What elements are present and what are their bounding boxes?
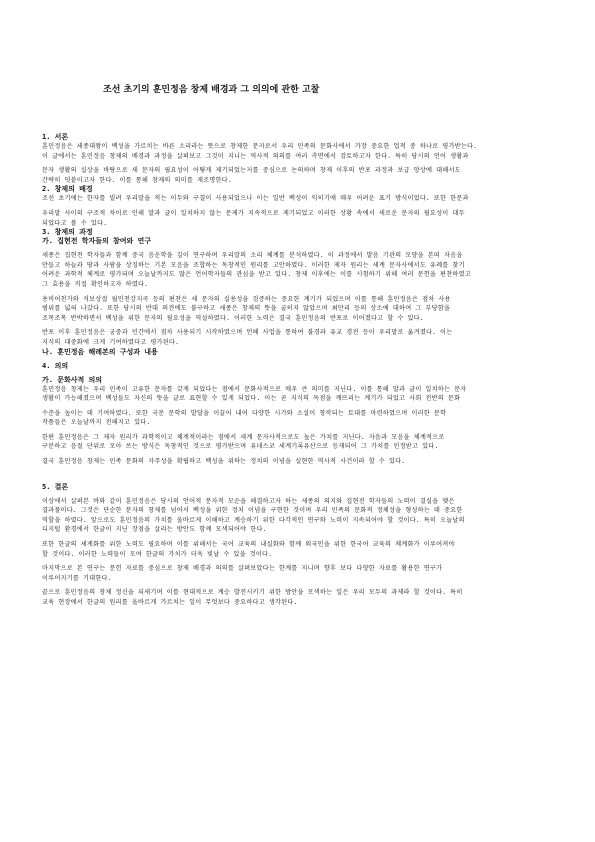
paragraph-line: 역할을 하였다. 앞으로도 훈민정음의 가치를 올바르게 이해하고 계승하기 위한 다각적인 연구와 노력이 지속되어야 할 것이다. 특히 오늘날의 — [42, 516, 465, 524]
paragraph-line: 구분하고 음절 단위로 모아 쓰는 방식은 독창적인 것으로 평가받으며 유네스코 세계기록유산으로 등재되어 그 가치를 인정받고 있다. — [42, 443, 439, 451]
paragraph-line: 우리말 사이의 구조적 차이로 인해 말과 글이 일치하지 않는 문제가 지속적으로 제기되었고 이러한 상황 속에서 새로운 문자의 필요성이 대두 — [42, 209, 465, 217]
paragraph-line: 조목조목 반박하면서 백성을 위한 문자의 필요성을 역설하였다. 이러한 노력은 결국 훈민정음의 반포로 이어졌다고 할 수 있다. — [42, 314, 424, 322]
section-heading: 4. 의의 — [42, 361, 69, 370]
paragraph-line: 결국 훈민정음 창제는 민족 문화의 자주성을 확립하고 백성을 위하는 정치의 이념을 실현한 역사적 사건이라 할 수 있다. — [42, 458, 406, 466]
paragraph-line: 되었다고 볼 수 있다. — [42, 219, 108, 227]
section-significance — [42, 362, 554, 467]
paragraph-line: 마지막으로 본 연구는 문헌 자료를 중심으로 창제 배경과 의의를 살펴보았다는 한계를 지니며 향후 보다 다양한 자료를 활용한 연구가 — [42, 565, 443, 573]
section-heading: 2. 창제의 배경 — [42, 185, 93, 194]
section-background — [42, 185, 554, 228]
paragraph-line: 끝으로 훈민정음의 창제 정신을 되새기며 이를 현대적으로 계승 발전시키기 위한 방안을 모색하는 일은 우리 모두의 과제라 할 것이다. 특히 — [42, 589, 463, 597]
paragraph-line: 또한 한글의 세계화를 위한 노력도 필요하며 이를 위해서는 국어 교육의 내실화와 함께 외국인을 위한 한국어 교육의 체계화가 이루어져야 — [42, 541, 455, 549]
paragraph-line: 조선 초기에는 한자를 빌려 우리말을 적는 이두와 구결이 사용되었으나 이는 일반 백성이 익히기에 매우 어려운 표기 방식이었다. 또한 한문과 — [42, 195, 469, 203]
paragraph-line: 한편 훈민정음은 그 제자 원리가 과학적이고 체계적이라는 점에서 세계 문자사적으로도 높은 가치를 지닌다. 자음과 모음을 체계적으로 — [42, 433, 445, 441]
paragraph-line: 이상에서 살펴본 바와 같이 훈민정음은 당시의 언어적 문자적 모순을 해결하고자 하는 세종의 의지와 집현전 학자들의 노력이 결실을 맺은 — [42, 497, 455, 505]
subsection-heading: 나. 훈민정음 해례본의 구성과 내용 — [42, 347, 158, 356]
paragraph-line: 이 글에서는 훈민정음 창제의 배경과 과정을 살펴보고 그것이 지니는 역사적 의의를 여러 측면에서 검토하고자 한다. 특히 당시의 언어 생활과 — [42, 152, 469, 160]
paragraph-line: 그 효용을 직접 확인하고자 하였다. — [42, 280, 149, 288]
paragraph-line: 수준을 높이는 데 기여하였다. 또한 국문 문학의 발달을 이끌어 내어 다양한 시가와 소설이 창작되는 토대를 마련하였으며 이러한 문학 — [42, 409, 447, 417]
paragraph-line: 반포 이후 훈민정음은 궁중과 민간에서 점차 사용되기 시작하였으며 언해 사업을 통하여 불경과 유교 경전 등이 우리말로 옮겨졌다. 이는 — [42, 329, 453, 337]
subsection-heading: 가. 집현전 학자들의 참여와 연구 — [42, 237, 151, 246]
paragraph-line: 어려운 과학적 체계로 평가되며 오늘날까지도 많은 언어학자들의 관심을 받고 있다. 창제 이후에는 이를 시험하기 위해 여러 문헌을 편찬하였고 — [42, 271, 471, 279]
paragraph-line: 교육 현장에서 한글의 원리를 올바르게 가르치는 일이 무엇보다 중요하다고 생각된다. — [42, 599, 298, 606]
section-introduction — [42, 133, 554, 185]
subsection-heading: 가. 문화사적 의의 — [42, 375, 102, 384]
paragraph-line: 간략히 덧붙이고자 한다. 이를 통해 창제의 의미를 재조명한다. — [42, 176, 232, 184]
paragraph-line: 작품들은 오늘날까지 전해지고 있다. — [42, 419, 151, 427]
paragraph-line: 범위를 넓혀 나갔다. 또한 당시의 반대 의견에도 불구하고 세종은 창제의 뜻을 굽히지 않았으며 최만리 등의 상소에 대하여 그 부당함을 — [42, 305, 451, 313]
page-title: 조선 초기의 훈민정음 창제 배경과 그 의의에 관한 고찰 — [103, 85, 320, 95]
section-process — [42, 228, 554, 356]
section-heading: 1. 서론 — [42, 133, 69, 141]
paragraph-line: 문자 생활의 실상을 바탕으로 새 문자의 필요성이 어떻게 제기되었는지를 중심으로 논의하며 창제 이후의 반포 과정과 보급 양상에 대해서도 — [42, 167, 461, 175]
paragraph-line: 결과물이다. 그것은 단순한 문자의 창제를 넘어서 백성을 위한 정치 이념을 구현한 것이며 우리 민족의 문화적 정체성을 형성하는 데 중요한 — [42, 507, 463, 515]
document-body — [42, 133, 554, 608]
section-heading: 3. 창제의 과정 — [42, 228, 93, 237]
paragraph-line: 지식의 대중화에 크게 기여하였다고 평가된다. — [42, 338, 179, 346]
paragraph-line: 훈민정음은 세종대왕이 백성을 가르치는 바른 소리라는 뜻으로 창제한 문자로서 우리 민족의 문화사에서 가장 중요한 업적 중 하나로 평가받는다. — [42, 143, 478, 150]
paragraph-line: 디지털 환경에서 한글이 지닌 장점을 살리는 방안도 함께 모색되어야 한다. — [42, 526, 267, 534]
paragraph-line: 이루어지기를 기대한다. — [42, 574, 112, 582]
section-heading: 5. 결론 — [42, 482, 69, 491]
paragraph-line: 만들고 하늘과 땅과 사람을 상징하는 기본 모음을 조합하는 독창적인 원리를 고안하였다. 이러한 제자 원리는 세계 문자사에서도 유례를 찾기 — [42, 261, 465, 269]
paragraph-line: 세종은 집현전 학자들과 함께 중국 음운학을 깊이 연구하며 우리말의 소리 체계를 분석하였다. 이 과정에서 발음 기관의 모양을 본떠 자음을 — [42, 252, 463, 260]
paragraph-line: 할 것이다. 이러한 노력들이 모여 한글의 가치가 더욱 빛날 수 있을 것이다. — [42, 550, 273, 558]
paragraph-line: 훈민정음 창제는 우리 민족이 고유한 문자를 갖게 되었다는 점에서 문화사적으로 매우 큰 의미를 지닌다. 이를 통해 말과 글이 일치하는 문자 — [42, 385, 467, 393]
paragraph-line: 용비어천가와 석보상절 월인천강지곡 등의 편찬은 새 문자의 실용성을 검증하는 중요한 계기가 되었으며 이를 통해 훈민정음은 점차 사용 — [42, 295, 451, 303]
paragraph-line: 생활이 가능해졌으며 백성들도 자신의 뜻을 글로 표현할 수 있게 되었다. 이는 곧 지식의 독점을 깨뜨리는 계기가 되었고 사회 전반의 문화 — [42, 395, 461, 403]
section-conclusion — [42, 483, 554, 608]
